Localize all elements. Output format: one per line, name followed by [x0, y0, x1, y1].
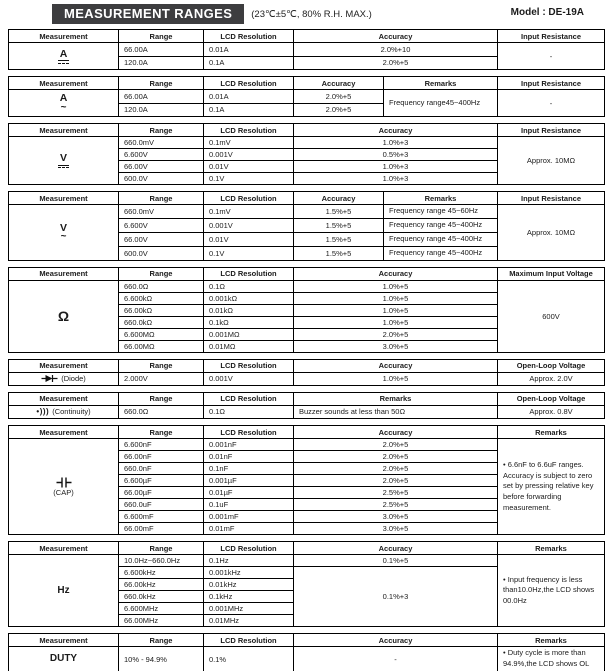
speaker-icon: •))) — [36, 406, 50, 416]
table-cell: Approx. 0.8V — [498, 405, 605, 419]
table-cell: 0.01A — [204, 43, 294, 57]
table-cell: Frequency range 45~400Hz — [384, 232, 498, 246]
table-cell: 0.1V — [204, 173, 294, 185]
col-header-measurement: Measurement — [9, 634, 119, 647]
table-cell: 0.01A — [204, 90, 294, 104]
header-row — [9, 392, 605, 405]
table-cell: 600.0V — [119, 173, 204, 185]
table-cell: - — [498, 90, 605, 117]
table-cell: 2.0%+5 — [294, 451, 498, 463]
diode-glyph-icon — [41, 374, 58, 383]
table-cell: 1.0%+3 — [294, 137, 498, 149]
table-cell: 0.01V — [204, 161, 294, 173]
table-cell: 600V — [498, 280, 605, 352]
table-cell: 0.1% — [204, 647, 294, 671]
ac-voltage-icon: V ~ — [59, 221, 67, 242]
col-header-remarks: Remarks — [384, 77, 498, 90]
table-cell: 2.0%+5 — [294, 463, 498, 475]
col-header-accuracy: Accuracy — [294, 359, 498, 372]
table-cell: 2.000V — [119, 372, 204, 385]
model-label: Model : DE-19A — [510, 7, 584, 18]
table-cell: 120.0A — [119, 103, 204, 117]
col-header-accuracy: Accuracy — [294, 77, 384, 90]
table-cell: 66.00kΩ — [119, 304, 204, 316]
table-cell: 1.5%+5 — [294, 232, 384, 246]
col-header-range: Range — [119, 634, 204, 647]
table-cell: 0.001nF — [204, 439, 294, 451]
col-header-accuracy: Accuracy — [294, 124, 498, 137]
table-cell: 0.1kHz — [204, 591, 294, 603]
col-header-open-loop-voltage: Open-Loop Voltage — [498, 359, 605, 372]
col-header-measurement: Measurement — [9, 77, 119, 90]
table-cell: 1.0%+5 — [294, 316, 498, 328]
table-cell: 660.0Ω — [119, 405, 204, 419]
table-cell: 66.00kHz — [119, 579, 204, 591]
table-row — [9, 90, 605, 104]
table-cell: 66.00MHz — [119, 615, 204, 627]
table-row — [9, 137, 605, 149]
table-cell: 6.600V — [119, 149, 204, 161]
ac-mark-icon: ~ — [60, 231, 67, 242]
diode-icon: (Diode) — [9, 374, 118, 383]
col-header-range: Range — [119, 30, 204, 43]
table-cell: 660.0kHz — [119, 591, 204, 603]
ac-current-icon: A ~ — [59, 92, 68, 113]
table-cell: Approx. 10MΩ — [498, 205, 605, 261]
table-row — [9, 405, 605, 419]
table-cell: Frequency range 45~60Hz — [384, 205, 498, 219]
table-cell: 0.01V — [204, 232, 294, 246]
col-header-range: Range — [119, 192, 204, 205]
col-header-range: Range — [119, 426, 204, 439]
col-header-input-resistance: Input Resistance — [498, 192, 605, 205]
col-header-range: Range — [119, 77, 204, 90]
table-cell: 3.0%+5 — [294, 340, 498, 352]
table-cell: 3.0%+5 — [294, 523, 498, 535]
table-cell: Approx. 2.0V — [498, 372, 605, 385]
table-cell: 10% - 94.9% — [119, 647, 204, 671]
table-cell: 1.5%+5 — [294, 246, 384, 260]
table-cell: 1.0%+3 — [294, 161, 498, 173]
col-header-range: Range — [119, 542, 204, 555]
table-cell: 1.0%+5 — [294, 372, 498, 385]
capacitor-glyph-icon — [56, 477, 72, 488]
dc-current-symbol-cell — [9, 43, 119, 70]
col-header-range: Range — [119, 392, 204, 405]
table-cell: • Input frequency is less than10.0Hz,the LCD shows 00.0Hz — [498, 555, 605, 627]
continuity-symbol-cell — [9, 405, 119, 419]
table-cell: 6.600MΩ — [119, 328, 204, 340]
table-cell: 6.600mF — [119, 511, 204, 523]
table-cell: 0.001V — [204, 218, 294, 232]
col-header-lcd-resolution: LCD Resolution — [204, 542, 294, 555]
table-cell: 0.1A — [204, 103, 294, 117]
table-row — [9, 555, 605, 567]
table-cell: 0.1mV — [204, 205, 294, 219]
table-cell: 66.00nF — [119, 451, 204, 463]
table-cell: 2.5%+5 — [294, 487, 498, 499]
table-cell: 66.00A — [119, 43, 204, 57]
capacitance-table — [8, 425, 605, 535]
table-cell: 6.600kΩ — [119, 292, 204, 304]
table-cell: 2.0%+5 — [294, 439, 498, 451]
table-cell: Approx. 10MΩ — [498, 137, 605, 185]
table-cell: 0.1A — [204, 56, 294, 70]
table-cell: 0.01nF — [204, 451, 294, 463]
table-cell: 0.1mV — [204, 137, 294, 149]
dc-voltage-table — [8, 123, 605, 185]
col-header-lcd-resolution: LCD Resolution — [204, 634, 294, 647]
table-cell: 0.1kΩ — [204, 316, 294, 328]
frequency-label: Hz — [57, 584, 70, 596]
col-header-input-resistance: Input Resistance — [498, 77, 605, 90]
dc-voltage-icon: V — [9, 153, 118, 168]
header-row — [9, 267, 605, 280]
table-cell: 10.0Hz~660.0Hz — [119, 555, 204, 567]
table-cell: 1.0%+3 — [294, 173, 498, 185]
table-row — [9, 647, 605, 671]
col-header-lcd-resolution: LCD Resolution — [204, 267, 294, 280]
table-cell: 600.0V — [119, 246, 204, 260]
table-cell: 66.00V — [119, 232, 204, 246]
resistance-symbol-cell — [9, 280, 119, 352]
table-cell: 6.600V — [119, 218, 204, 232]
col-header-measurement: Measurement — [9, 124, 119, 137]
resistance-table — [8, 267, 605, 353]
col-header-remarks: Remarks — [498, 426, 605, 439]
col-header-remarks: Remarks — [384, 192, 498, 205]
table-cell: 66.00A — [119, 90, 204, 104]
header-row — [9, 634, 605, 647]
table-cell: 0.5%+3 — [294, 149, 498, 161]
diode-table — [8, 359, 605, 386]
continuity-table — [8, 392, 605, 420]
col-header-measurement: Measurement — [9, 30, 119, 43]
table-cell: 2.0%+5 — [294, 56, 498, 70]
table-row — [9, 439, 605, 451]
duty-table — [8, 633, 605, 671]
col-header-remarks: Remarks — [498, 634, 605, 647]
table-cell: 2.0%+10 — [294, 43, 498, 57]
table-row — [9, 280, 605, 292]
table-cell: 6.600nF — [119, 439, 204, 451]
table-cell: 660.0Ω — [119, 280, 204, 292]
table-cell: Buzzer sounds at less than 50Ω — [294, 405, 498, 419]
col-header-range: Range — [119, 124, 204, 137]
ac-current-symbol-cell — [9, 90, 119, 117]
table-cell: 0.01kHz — [204, 579, 294, 591]
table-cell: 0.01MΩ — [204, 340, 294, 352]
resistance-icon: Ω — [57, 308, 70, 324]
continuity-icon: •))) (Continuity) — [36, 406, 91, 417]
table-cell: 2.5%+5 — [294, 499, 498, 511]
table-cell: 0.001V — [204, 372, 294, 385]
table-cell: 66.00MΩ — [119, 340, 204, 352]
table-cell: 0.01µF — [204, 487, 294, 499]
col-header-measurement: Measurement — [9, 426, 119, 439]
table-cell: 2.0%+5 — [294, 328, 498, 340]
col-header-lcd-resolution: LCD Resolution — [204, 77, 294, 90]
table-cell: Frequency range 45~400Hz — [384, 246, 498, 260]
diode-symbol-cell — [9, 372, 119, 385]
table-cell: 120.0A — [119, 56, 204, 70]
table-cell: 66.00µF — [119, 487, 204, 499]
col-header-remarks: Remarks — [498, 542, 605, 555]
table-cell: 660.0uF — [119, 499, 204, 511]
table-cell: 1.5%+5 — [294, 205, 384, 219]
col-header-open-loop-voltage: Open-Loop Voltage — [498, 392, 605, 405]
header-row — [9, 192, 605, 205]
table-cell: 0.001mF — [204, 511, 294, 523]
table-cell: Frequency range 45~400Hz — [384, 218, 498, 232]
duty-symbol-cell — [9, 647, 119, 671]
table-cell: 0.1Ω — [204, 280, 294, 292]
col-header-range: Range — [119, 267, 204, 280]
table-cell: 0.01mF — [204, 523, 294, 535]
col-header-accuracy: Accuracy — [294, 634, 498, 647]
table-cell: 6.600kHz — [119, 567, 204, 579]
table-cell: 0.001kΩ — [204, 292, 294, 304]
table-cell: 0.1uF — [204, 499, 294, 511]
col-header-measurement: Measurement — [9, 542, 119, 555]
table-cell: 0.001MΩ — [204, 328, 294, 340]
table-cell: 0.1%+5 — [294, 555, 498, 567]
table-row — [9, 372, 605, 385]
dc-current-table — [8, 29, 605, 70]
frequency-symbol-cell — [9, 555, 119, 627]
col-header-measurement: Measurement — [9, 267, 119, 280]
col-header-accuracy: Accuracy — [294, 30, 498, 43]
table-cell: 0.001MHz — [204, 603, 294, 615]
table-cell: 0.01MHz — [204, 615, 294, 627]
table-cell: 3.0%+5 — [294, 511, 498, 523]
table-cell: 660.0mV — [119, 137, 204, 149]
table-cell: 6.600µF — [119, 475, 204, 487]
ac-voltage-symbol-cell — [9, 205, 119, 261]
page-header — [8, 3, 604, 25]
col-header-lcd-resolution: LCD Resolution — [204, 192, 294, 205]
col-header-lcd-resolution: LCD Resolution — [204, 392, 294, 405]
table-cell: Frequency range45~400Hz — [384, 90, 498, 117]
ac-current-table — [8, 76, 605, 117]
dc-voltage-symbol-cell — [9, 137, 119, 185]
table-cell: • Duty cycle is more than 94.9%,the LCD shows OL — [498, 647, 605, 671]
table-cell: 2.0%+5 — [294, 475, 498, 487]
col-header-lcd-resolution: LCD Resolution — [204, 30, 294, 43]
table-row — [9, 205, 605, 219]
measurement-tables — [8, 29, 604, 671]
header-row — [9, 77, 605, 90]
table-cell: 1.0%+5 — [294, 280, 498, 292]
ac-voltage-table — [8, 191, 605, 261]
table-cell: 660.0nF — [119, 463, 204, 475]
col-header-input-resistance: Input Resistance — [498, 124, 605, 137]
table-cell: 0.1nF — [204, 463, 294, 475]
table-cell: 2.0%+5 — [294, 90, 384, 104]
col-header-measurement: Measurement — [9, 392, 119, 405]
table-cell: - — [498, 43, 605, 70]
col-header-accuracy: Accuracy — [294, 426, 498, 439]
col-header-lcd-resolution: LCD Resolution — [204, 124, 294, 137]
table-cell: 0.001kHz — [204, 567, 294, 579]
capacitor-icon: (CAP) — [9, 477, 118, 497]
ac-mark-icon: ~ — [60, 101, 67, 113]
dc-current-icon: A — [9, 49, 118, 64]
table-cell: 66.00V — [119, 161, 204, 173]
frequency-table — [8, 541, 605, 627]
table-cell: 660.0mV — [119, 205, 204, 219]
col-header-lcd-resolution: LCD Resolution — [204, 426, 294, 439]
col-header-input-resistance: Input Resistance — [498, 30, 605, 43]
table-cell: 1.0%+5 — [294, 292, 498, 304]
table-cell: • 6.6nF to 6.6uF ranges. Accuracy is subject to zero set by pressing relative key before forwarding measurement. — [498, 439, 605, 535]
table-cell: 0.001µF — [204, 475, 294, 487]
table-cell: 0.1%+3 — [294, 567, 498, 627]
col-header-measurement: Measurement — [9, 359, 119, 372]
dc-mark-icon — [58, 60, 69, 64]
col-header-maximum-input-voltage: Maximum Input Voltage — [498, 267, 605, 280]
capacitance-symbol-cell — [9, 439, 119, 535]
table-row — [9, 43, 605, 57]
duty-label: DUTY — [49, 653, 78, 665]
table-cell: - — [294, 647, 498, 671]
header-row — [9, 30, 605, 43]
col-header-measurement: Measurement — [9, 192, 119, 205]
col-header-range: Range — [119, 359, 204, 372]
dc-mark-icon — [58, 165, 69, 169]
page-title: MEASUREMENT RANGES — [52, 4, 244, 24]
col-header-lcd-resolution: LCD Resolution — [204, 359, 294, 372]
table-cell: 0.1V — [204, 246, 294, 260]
header-row — [9, 426, 605, 439]
col-header-accuracy: Accuracy — [294, 192, 384, 205]
table-cell: 0.001V — [204, 149, 294, 161]
table-cell: 0.01kΩ — [204, 304, 294, 316]
table-cell: 6.600MHz — [119, 603, 204, 615]
table-cell: 1.5%+5 — [294, 218, 384, 232]
header-row — [9, 124, 605, 137]
test-conditions-label: (23℃±5℃, 80% R.H. MAX.) — [251, 8, 372, 20]
table-cell: 66.00mF — [119, 523, 204, 535]
col-header-accuracy: Accuracy — [294, 267, 498, 280]
header-row — [9, 542, 605, 555]
col-header-accuracy: Accuracy — [294, 542, 498, 555]
table-cell: 0.1Hz — [204, 555, 294, 567]
table-cell: 1.0%+5 — [294, 304, 498, 316]
header-row — [9, 359, 605, 372]
table-cell: 0.1Ω — [204, 405, 294, 419]
table-cell: 660.0kΩ — [119, 316, 204, 328]
col-header-remarks: Remarks — [294, 392, 498, 405]
table-cell: 2.0%+5 — [294, 103, 384, 117]
